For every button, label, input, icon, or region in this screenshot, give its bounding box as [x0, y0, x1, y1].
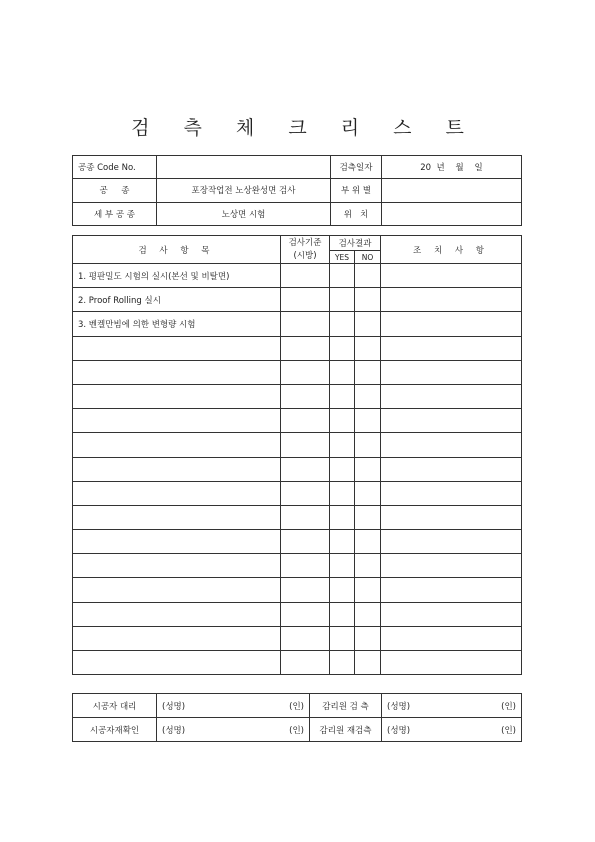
supervisor-sign-field[interactable]: [382, 694, 522, 718]
checklist-row: [73, 457, 522, 481]
checklist-criteria-cell[interactable]: [281, 264, 330, 288]
checklist-yes-cell[interactable]: [330, 312, 355, 336]
location-label: 위 치: [331, 202, 382, 225]
checklist-yes-cell[interactable]: [330, 578, 355, 602]
checklist-row: [73, 336, 522, 360]
col-yes-header: YES: [330, 251, 355, 264]
checklist-action-cell[interactable]: [381, 578, 522, 602]
detail-value-field[interactable]: 노상면 시험: [157, 202, 331, 225]
checklist-item-cell[interactable]: [73, 384, 281, 408]
checklist-item-cell[interactable]: 1. 평판밀도 시험의 실시(본선 및 비탈면): [73, 264, 281, 288]
col-result-header: 검사결과: [330, 236, 381, 251]
checklist-action-cell[interactable]: [381, 336, 522, 360]
checklist-yes-cell[interactable]: [330, 554, 355, 578]
checklist-criteria-cell[interactable]: [281, 626, 330, 650]
checklist-row: [73, 505, 522, 529]
checklist-criteria-cell[interactable]: [281, 384, 330, 408]
checklist-criteria-cell[interactable]: [281, 602, 330, 626]
checklist-row: [73, 409, 522, 433]
checklist-item-cell[interactable]: [73, 481, 281, 505]
checklist-row: [73, 530, 522, 554]
checklist-header: [73, 236, 522, 251]
checklist-action-cell[interactable]: [381, 457, 522, 481]
checklist-criteria-cell[interactable]: [281, 360, 330, 384]
contractor-recheck-sign-field[interactable]: [157, 718, 310, 742]
info-row-work-type: [73, 179, 522, 202]
checklist-yes-cell[interactable]: [330, 264, 355, 288]
part-value-field[interactable]: [382, 179, 522, 202]
supervisor-recheck-sign-field[interactable]: [382, 718, 522, 742]
checklist-item-cell[interactable]: [73, 602, 281, 626]
part-label: 부 위 별: [331, 179, 382, 202]
signature-table: [72, 693, 522, 742]
checklist-no-cell[interactable]: [355, 288, 381, 312]
info-row-detail: [73, 202, 522, 225]
checklist-no-cell[interactable]: [355, 264, 381, 288]
checklist-action-cell[interactable]: [381, 312, 522, 336]
checklist-no-cell[interactable]: [355, 626, 381, 650]
col-action-header: 조 치 사 항: [381, 236, 522, 264]
checklist-no-cell[interactable]: [355, 409, 381, 433]
checklist-item-cell[interactable]: [73, 409, 281, 433]
checklist-action-cell[interactable]: [381, 505, 522, 529]
checklist-action-cell[interactable]: [381, 360, 522, 384]
checklist-no-cell[interactable]: [355, 360, 381, 384]
checklist-item-cell[interactable]: [73, 457, 281, 481]
checklist-row: [73, 651, 522, 675]
checklist-no-cell[interactable]: [355, 602, 381, 626]
col-criteria-header: [281, 236, 330, 264]
supervisor-recheck-seal: (인): [501, 725, 516, 736]
detail-label: 세 부 공 종: [73, 202, 157, 225]
checklist-criteria-cell[interactable]: [281, 530, 330, 554]
checklist-action-cell[interactable]: [381, 530, 522, 554]
signature-row-1: [73, 694, 522, 718]
checklist-action-cell[interactable]: [381, 384, 522, 408]
checklist-no-cell[interactable]: [355, 554, 381, 578]
contractor-mgr-sign-field[interactable]: [157, 694, 310, 718]
contractor-mgr-seal: (인): [289, 701, 304, 712]
checklist-criteria-cell[interactable]: [281, 505, 330, 529]
checklist-item-cell[interactable]: 3. 벤켈만빔에 의한 변형량 시험: [73, 312, 281, 336]
signature-row-2: [73, 718, 522, 742]
checklist-criteria-cell[interactable]: [281, 409, 330, 433]
checklist-no-cell[interactable]: [355, 312, 381, 336]
checklist-yes-cell[interactable]: [330, 336, 355, 360]
checklist-criteria-cell[interactable]: [281, 651, 330, 675]
col-no-header: NO: [355, 251, 381, 264]
location-value-field[interactable]: [382, 202, 522, 225]
checklist-yes-cell[interactable]: [330, 505, 355, 529]
code-label: 공종 Code No.: [73, 156, 157, 179]
checklist-body: [73, 264, 522, 675]
checklist-row: [73, 626, 522, 650]
checklist-no-cell[interactable]: [355, 336, 381, 360]
checklist-no-cell[interactable]: [355, 651, 381, 675]
checklist-action-cell[interactable]: [381, 481, 522, 505]
work-type-value-field[interactable]: 포장작업전 노상완성면 검사: [157, 179, 331, 202]
col-criteria-line2: (시방): [293, 250, 317, 261]
supervisor-recheck-name: (성명): [387, 725, 411, 736]
checklist-item-cell[interactable]: [73, 336, 281, 360]
checklist-yes-cell[interactable]: [330, 360, 355, 384]
checklist-row: [73, 578, 522, 602]
checklist-yes-cell[interactable]: [330, 602, 355, 626]
supervisor-label: 감리원 검 측: [310, 694, 382, 718]
checklist-criteria-cell[interactable]: [281, 578, 330, 602]
checklist-yes-cell[interactable]: [330, 433, 355, 457]
supervisor-recheck-label: 감리원 재검측: [310, 718, 382, 742]
checklist-action-cell[interactable]: [381, 409, 522, 433]
checklist-action-cell[interactable]: [381, 651, 522, 675]
checklist-row: [73, 602, 522, 626]
checklist-criteria-cell[interactable]: [281, 336, 330, 360]
checklist-no-cell[interactable]: [355, 505, 381, 529]
checklist-yes-cell[interactable]: [330, 409, 355, 433]
checklist-action-cell[interactable]: [381, 554, 522, 578]
contractor-recheck-label: 시공자재확인: [73, 718, 157, 742]
checklist-item-cell[interactable]: [73, 651, 281, 675]
checklist-action-cell[interactable]: [381, 602, 522, 626]
checklist-row: [73, 312, 522, 336]
checklist-no-cell[interactable]: [355, 384, 381, 408]
date-label: 검측일자: [331, 156, 382, 179]
date-value-field[interactable]: 20 년 월 일: [382, 156, 522, 179]
checklist-action-cell[interactable]: [381, 433, 522, 457]
checklist-yes-cell[interactable]: [330, 457, 355, 481]
page-title: 검 측 체 크 리 스 트: [131, 117, 478, 139]
contractor-mgr-label: 시공자 대리: [73, 694, 157, 718]
checklist-yes-cell[interactable]: [330, 626, 355, 650]
checklist-no-cell[interactable]: [355, 457, 381, 481]
checklist-item-cell[interactable]: [73, 554, 281, 578]
checklist-criteria-cell[interactable]: [281, 433, 330, 457]
checklist-no-cell[interactable]: [355, 530, 381, 554]
checklist-item-cell[interactable]: [73, 433, 281, 457]
checklist-yes-cell[interactable]: [330, 384, 355, 408]
checklist-criteria-cell[interactable]: [281, 288, 330, 312]
checklist-row: [73, 433, 522, 457]
checklist-table: [72, 235, 522, 675]
checklist-item-cell[interactable]: [73, 626, 281, 650]
checklist-no-cell[interactable]: [355, 433, 381, 457]
checklist-item-cell[interactable]: 2. Proof Rolling 실시: [73, 288, 281, 312]
checklist-yes-cell[interactable]: [330, 481, 355, 505]
col-criteria-line1: 검사기준: [288, 237, 322, 248]
checklist-no-cell[interactable]: [355, 578, 381, 602]
checklist-item-cell[interactable]: [73, 530, 281, 554]
checklist-action-cell[interactable]: [381, 626, 522, 650]
checklist-row: [73, 384, 522, 408]
checklist-criteria-cell[interactable]: [281, 457, 330, 481]
checklist-item-cell[interactable]: [73, 578, 281, 602]
work-type-label: 공 종: [73, 179, 157, 202]
checklist-action-cell[interactable]: [381, 288, 522, 312]
checklist-item-cell[interactable]: [73, 360, 281, 384]
checklist-yes-cell[interactable]: [330, 651, 355, 675]
checklist-action-cell[interactable]: [381, 264, 522, 288]
contractor-recheck-name: (성명): [162, 725, 186, 736]
info-row-code: [73, 156, 522, 179]
info-table: [72, 155, 522, 226]
contractor-mgr-name: (성명): [162, 701, 186, 712]
checklist-criteria-cell[interactable]: [281, 481, 330, 505]
checklist-row: [73, 481, 522, 505]
col-items-header: 검 사 항 목: [73, 236, 281, 264]
checklist-row: [73, 360, 522, 384]
supervisor-name: (성명): [387, 701, 411, 712]
supervisor-seal: (인): [501, 701, 516, 712]
checklist-yes-cell[interactable]: [330, 530, 355, 554]
checklist-item-cell[interactable]: [73, 505, 281, 529]
contractor-recheck-seal: (인): [289, 725, 304, 736]
checklist-row: [73, 264, 522, 288]
checklist-row: [73, 554, 522, 578]
checklist-no-cell[interactable]: [355, 481, 381, 505]
code-value-field[interactable]: [157, 156, 331, 179]
checklist-criteria-cell[interactable]: [281, 554, 330, 578]
checklist-criteria-cell[interactable]: [281, 312, 330, 336]
checklist-row: [73, 288, 522, 312]
checklist-yes-cell[interactable]: [330, 288, 355, 312]
